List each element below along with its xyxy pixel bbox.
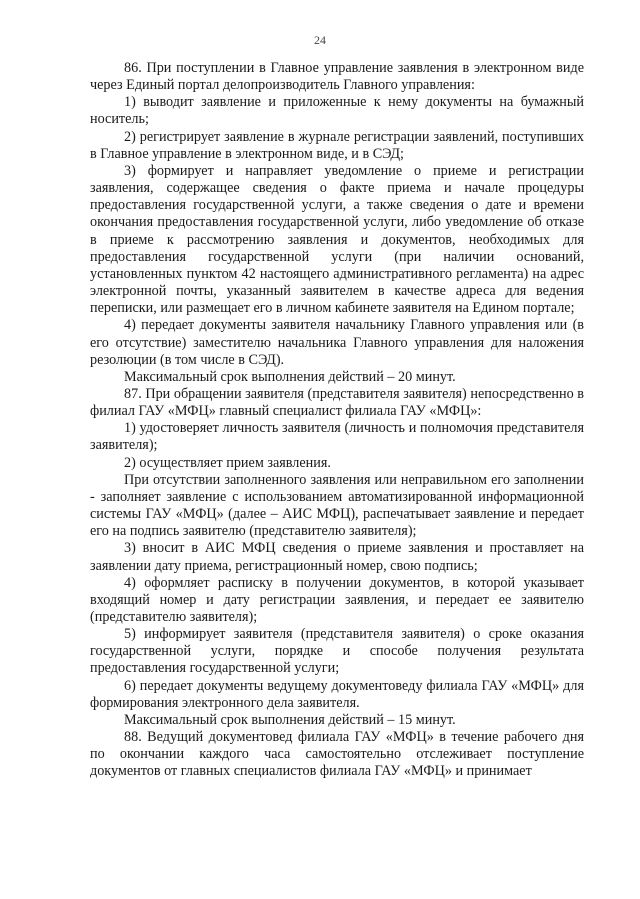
- paragraph-87-item-1: 1) удостоверяет личность заявителя (личность и полномочия представителя заявителя);: [90, 420, 584, 454]
- paragraph-86: 86. При поступлении в Главное управление заявления в электронном виде через Единый портал делопроизводитель Главного управления:: [90, 60, 584, 94]
- paragraph-86-item-1: 1) выводит заявление и приложенные к нему документы на бумажный носитель;: [90, 94, 584, 128]
- page-number: 24: [314, 33, 326, 47]
- paragraph-87-item-2: 2) осуществляет прием заявления.: [124, 454, 331, 471]
- paragraph-87-item-3: 3) вносит в АИС МФЦ сведения о приеме заявления и проставляет на заявлении дату приема, регистрационный номер, свою подпись;: [90, 540, 584, 574]
- paragraph-86-max-time: Максимальный срок выполнения действий – 20 минут.: [124, 368, 456, 385]
- paragraph-86-item-2: 2) регистрирует заявление в журнале регистрации заявлений, поступивших в Главное управление в электронном виде, и в СЭД;: [90, 128, 584, 162]
- paragraph-87-max-time: Максимальный срок выполнения действий – 15 минут.: [124, 711, 456, 728]
- paragraph-86-item-3: 3) формирует и направляет уведомление о приеме и регистрации заявления, содержащее сведения о факте приема и начале процедуры предоставления государственной услуги, а также сведения о дате и времени окончания предоставления государственной услуги, либо уведомление об отказе в приеме к рассмотрению заявления и документов, необходимых для предоставления государственной услуги (при наличии оснований, установленных пунктом 42 настоящего административного регламента) на адрес электронной почты, указанный заявителем в качестве адреса для ведения переписки, или размещает его в личном кабинете заявителя на Едином портале;: [90, 162, 584, 317]
- paragraph-87-note: При отсутствии заполненного заявления или неправильном его заполнении - заполняет заявление с использованием автоматизированной информационной системы ГАУ «МФЦ» (далее – АИС МФЦ), распечатывает заявление и передает его на подпись заявителю (представителю заявителя);: [90, 471, 584, 540]
- paragraph-87-item-4: 4) оформляет расписку в получении документов, в которой указывает входящий номер и дату регистрации заявления, и передает ее заявителю (представителю заявителя);: [90, 574, 584, 625]
- paragraph-88: 88. Ведущий документовед филиала ГАУ «МФЦ» в течение рабочего дня по окончании каждого часа самостоятельно отслеживает поступление документов от главных специалистов филиала ГАУ «МФЦ» и принимает: [90, 729, 584, 780]
- paragraph-87: 87. При обращении заявителя (представителя заявителя) непосредственно в филиал ГАУ «МФЦ» главный специалист филиала ГАУ «МФЦ»:: [90, 385, 584, 420]
- document-body: [90, 60, 584, 781]
- paragraph-87-item-6: 6) передает документы ведущему документоведу филиала ГАУ «МФЦ» для формирования электронного дела заявителя.: [90, 677, 584, 711]
- paragraph-86-item-4: 4) передает документы заявителя начальнику Главного управления или (в его отсутствие) заместителю начальника Главного управления для наложения резолюции (в том числе в СЭД).: [90, 317, 584, 368]
- paragraph-87-item-5: 5) информирует заявителя (представителя заявителя) о сроке оказания государственной услуги, порядке и способе получения результата предоставления государственной услуги;: [90, 626, 584, 677]
